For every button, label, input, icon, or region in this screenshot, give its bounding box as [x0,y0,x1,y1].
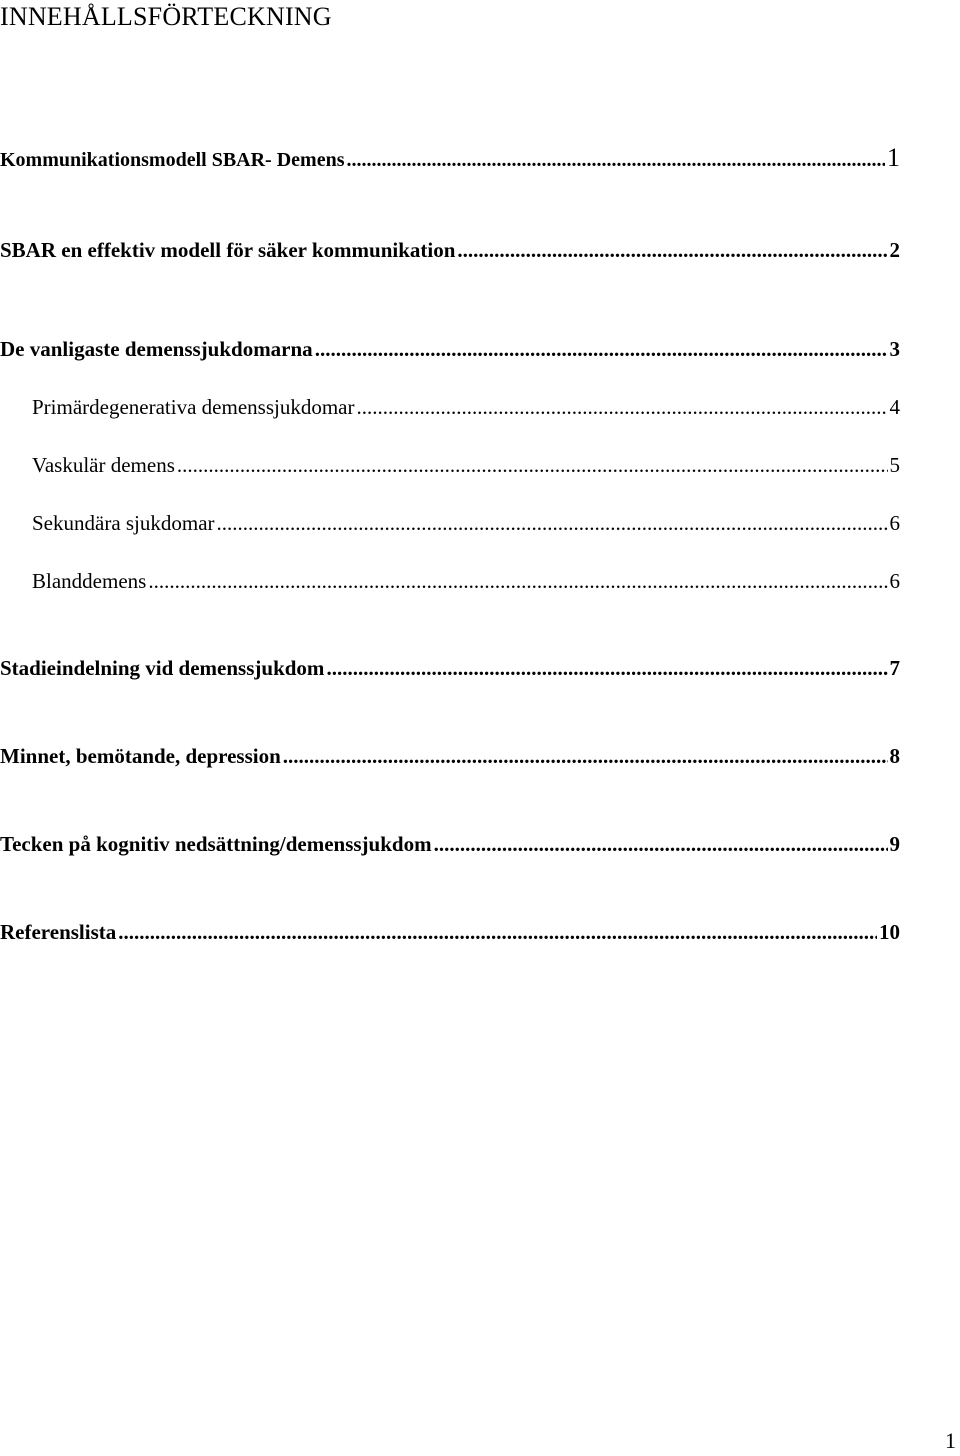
toc-heading: INNEHÅLLSFÖRTECKNING [0,2,332,31]
toc-entry-title: Sekundära sjukdomar [32,511,215,535]
toc-dot-leader [457,240,887,261]
toc-entry-page: 7 [889,656,900,680]
toc-entry-title: Referenslista [0,920,117,944]
toc-entry[interactable] [0,834,900,855]
toc-entry[interactable] [0,240,900,261]
toc-dot-leader [356,397,887,418]
toc-entry-title: De vanligaste demenssjukdomarna [0,337,313,361]
toc-dot-leader [346,150,885,170]
toc-dot-leader [283,746,888,767]
toc-entry-page: 2 [889,238,900,262]
toc-entry-title: Vaskulär demens [32,453,175,477]
toc-entry[interactable] [0,746,900,767]
toc-entry[interactable] [0,922,900,943]
toc-dot-leader [118,922,877,943]
toc-entry-page: 6 [889,511,900,535]
page-number: 1 [945,1428,956,1453]
toc-entry-title: Blanddemens [32,569,147,593]
toc-entry[interactable] [0,145,900,171]
toc-entry-page: 4 [889,395,900,419]
toc-entry-page: 3 [889,337,900,361]
toc-dot-leader [315,339,888,360]
toc-entry[interactable] [0,339,900,360]
toc-dot-leader [148,571,887,592]
toc-dot-leader [177,455,888,476]
toc-entry[interactable] [32,455,900,476]
toc-entry-title: Primärdegenerativa demenssjukdomar [32,395,355,419]
toc-entry-title: Tecken på kognitiv nedsättning/demenssjukdom [0,832,432,856]
toc-entry-title: Minnet, bemötande, depression [0,744,281,768]
toc-entry[interactable] [32,571,900,592]
toc-entry-page: 10 [879,920,900,944]
toc-entry-title: SBAR en effektiv modell för säker kommunikation [0,238,456,262]
toc-entry-page: 6 [889,569,900,593]
toc-entry-page: 9 [889,832,900,856]
toc-entry-page: 8 [889,744,900,768]
toc-dot-leader [217,513,888,534]
toc-dot-leader [434,834,888,855]
toc-entry-page: 5 [889,453,900,477]
toc-entry-title: Kommunikationsmodell SBAR- Demens [0,149,345,171]
toc-entry-title: Stadieindelning vid demenssjukdom [0,656,325,680]
toc-entry[interactable] [0,658,900,679]
toc-entry[interactable] [32,397,900,418]
toc-entry-page: 1 [887,143,900,172]
toc-dot-leader [326,658,887,679]
toc-entry[interactable] [32,513,900,534]
